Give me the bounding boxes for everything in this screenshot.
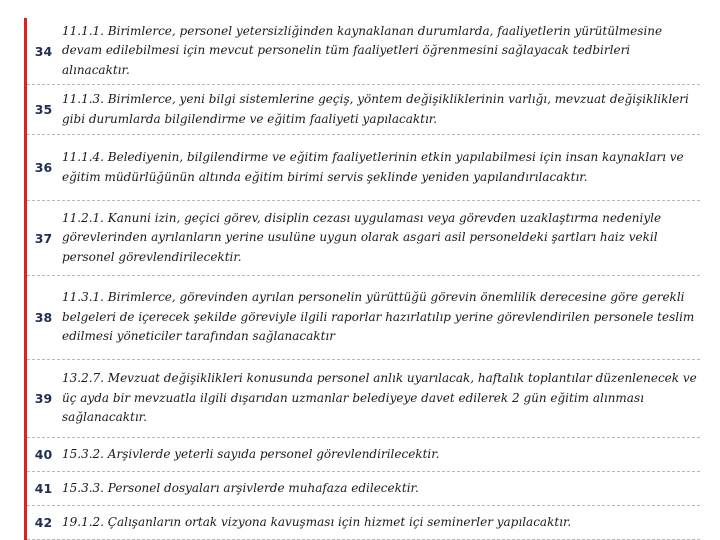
table-row bbox=[27, 135, 700, 201]
row-number: 41 bbox=[34, 481, 53, 496]
row-number: 40 bbox=[34, 447, 53, 462]
table-row bbox=[27, 85, 700, 135]
action-table bbox=[27, 18, 700, 540]
row-number: 35 bbox=[34, 102, 53, 117]
table-row bbox=[27, 506, 700, 540]
row-text: 11.2.1. Kanuni izin, geçici görev, disiplin cezası uygulaması veya görevden uzaklaştırma nedeniyle görevlerinden ayrılanların yerine usulüne uygun olarak asgari asil personeldeki şartları haiz vekil personel görevlendirilecektir. bbox=[62, 210, 662, 264]
row-text: 11.1.1. Birimlerce, personel yetersizliğinden kaynaklanan durumlarda, faaliyetlerin yürütülmesine devam edilebilmesi için mevcut personelin tüm faaliyetleri öğrenmesini sağlayacak tedbirleri alınacaktır. bbox=[62, 23, 663, 77]
table-row bbox=[27, 18, 700, 85]
table-row bbox=[27, 201, 700, 276]
row-number: 42 bbox=[34, 515, 53, 530]
table-row bbox=[27, 360, 700, 438]
row-text: 15.3.3. Personel dosyaları arşivlerde muhafaza edilecektir. bbox=[62, 480, 419, 495]
row-text: 19.1.2. Çalışanların ortak vizyona kavuşması için hizmet içi seminerler yapılacaktır. bbox=[62, 514, 572, 529]
row-number: 38 bbox=[34, 310, 53, 325]
row-text: 11.1.4. Belediyenin, bilgilendirme ve eğitim faaliyetlerinin etkin yapılabilmesi için insan kaynakları ve eğitim müdürlüğünün altında eğitim birimi servis şeklinde yeniden yapılandırılacaktır. bbox=[62, 150, 684, 184]
row-text: 11.1.3. Birimlerce, yeni bilgi sistemlerine geçiş, yöntem değişikliklerinin varlığı, mevzuat değişiklikleri gibi durumlarda bilgilendirme ve eğitim faaliyeti yapılacaktır. bbox=[62, 92, 689, 126]
row-number: 37 bbox=[34, 230, 53, 246]
table-row bbox=[27, 438, 700, 472]
table-row bbox=[27, 472, 700, 506]
row-text: 15.3.2. Arşivlerde yeterli sayıda personel görevlendirilecektir. bbox=[62, 446, 440, 461]
row-text: 13.2.7. Mevzuat değişiklikleri konusunda personel anlık uyarılacak, haftalık toplantılar düzenlenecek ve üç ayda bir mevzuatla ilgili dışarıdan uzmanlar belediyeye davet edilerek 2 gün eğitim alınması sağlanacaktır. bbox=[62, 371, 697, 425]
table-row bbox=[27, 276, 700, 360]
row-number: 39 bbox=[34, 391, 53, 406]
row-number: 34 bbox=[34, 43, 53, 59]
row-number: 36 bbox=[34, 160, 53, 175]
row-text: 11.3.1. Birimlerce, görevinden ayrılan personelin yürüttüğü görevin önemlilik derecesine göre gerekli belgeleri de içerecek şekilde göreviyle ilgili raporlar hazırlatılıp yerine görevlendirilen personele teslim edilmesi yöneticiler tarafından sağlanacaktır bbox=[62, 290, 695, 344]
